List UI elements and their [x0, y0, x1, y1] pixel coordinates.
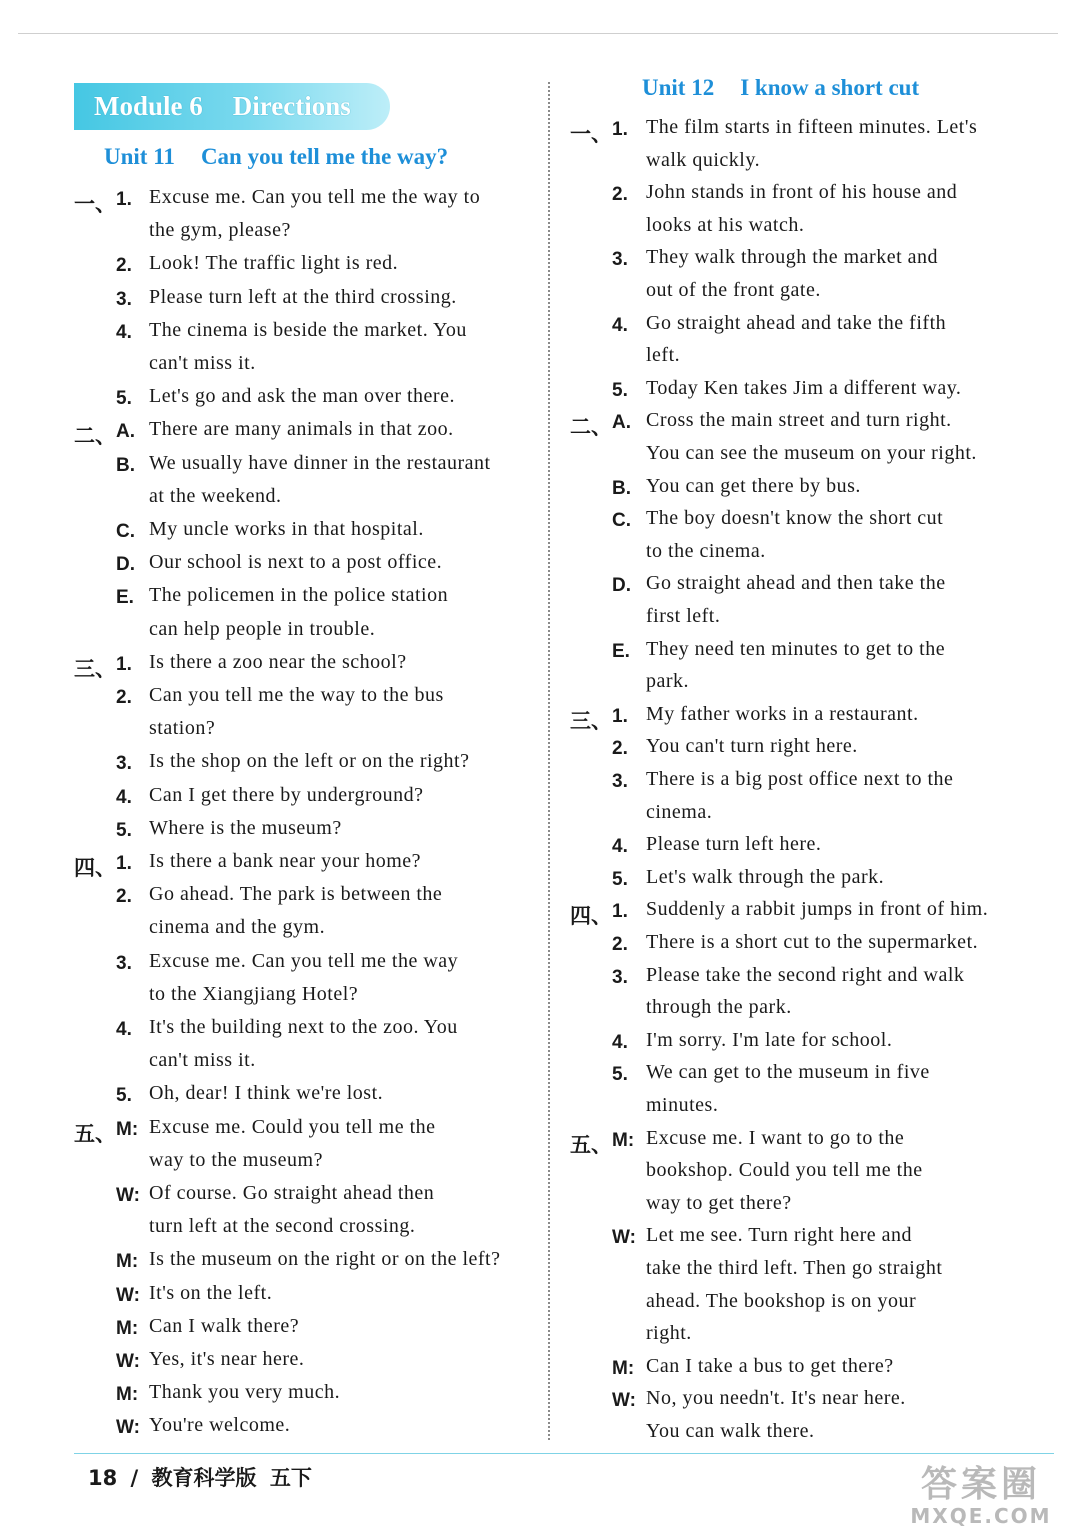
- item-label: M:: [116, 1384, 139, 1406]
- answer-line: Let's go and ask the man over there.: [149, 385, 455, 408]
- item-label: D.: [612, 575, 631, 597]
- unit-name: Can you tell me the way?: [200, 144, 449, 169]
- answer-line: They walk through the market and: [646, 246, 939, 269]
- item-label: 3.: [612, 771, 628, 792]
- answer-line: Is the museum on the right or on the left?: [149, 1248, 501, 1271]
- item-label: 4.: [612, 1031, 628, 1053]
- answer-line: The policemen in the police station: [149, 584, 449, 607]
- section-mark: 五、: [570, 1132, 612, 1157]
- answer-line: looks at his watch.: [646, 213, 805, 236]
- item-label: 3.: [116, 288, 132, 310]
- item-label: 2.: [612, 934, 628, 955]
- unit-name: I know a short cut: [740, 75, 920, 100]
- answer-line: Can you tell me the way to the bus: [149, 684, 444, 706]
- answer-line: You can see the museum on your right.: [646, 442, 977, 464]
- item-label: 5.: [612, 868, 628, 890]
- item-label: M:: [116, 1317, 139, 1339]
- answer-line: I'm sorry. I'm late for school.: [646, 1028, 893, 1051]
- item-label: 2.: [116, 886, 132, 908]
- item-label: W:: [116, 1284, 140, 1306]
- answer-line: No, you needn't. It's near here.: [646, 1387, 906, 1410]
- item-label: 3.: [612, 249, 628, 271]
- answer-line: There is a big post office next to the: [646, 768, 954, 790]
- watermark-top: 答案圈: [920, 1464, 1041, 1505]
- answer-line: We can get to the museum in five: [646, 1061, 930, 1084]
- item-label: D.: [116, 554, 135, 576]
- answer-line: take the third left. Then go straight: [646, 1257, 943, 1279]
- answer-line: minutes.: [646, 1094, 719, 1116]
- answer-line: You're welcome.: [149, 1414, 291, 1437]
- answer-line: Please turn left at the third crossing.: [149, 285, 457, 308]
- answer-line: the gym, please?: [149, 219, 291, 242]
- item-label: 5.: [612, 1064, 628, 1086]
- answer-line: You can't turn right here.: [646, 735, 858, 758]
- watermark-bottom: MXQE.COM: [910, 1504, 1052, 1528]
- answer-line: There are many animals in that zoo.: [149, 418, 454, 441]
- module-title: Directions: [232, 91, 351, 121]
- section-mark: 一、: [74, 192, 116, 216]
- item-label: C.: [116, 521, 135, 542]
- answer-line: Excuse me. Could you tell me the: [149, 1115, 436, 1138]
- answer-line: Today Ken takes Jim a different way.: [646, 376, 962, 399]
- answer-line: through the park.: [646, 996, 792, 1019]
- item-label: 4.: [116, 321, 132, 343]
- page-footer: [88, 1462, 318, 1492]
- watermark-logo: [898, 1465, 1064, 1529]
- answer-line: You can get there by bus.: [646, 474, 861, 497]
- answer-line: Go ahead. The park is between the: [149, 883, 443, 906]
- item-label: 5.: [116, 1085, 132, 1107]
- item-label: 1.: [612, 901, 628, 923]
- item-label: 5.: [116, 819, 132, 841]
- footer-rule: [74, 1453, 1054, 1454]
- answer-line: to the cinema.: [646, 539, 766, 562]
- answer-line: Of course. Go straight ahead then: [149, 1182, 435, 1204]
- answer-line: It's the building next to the zoo. You: [149, 1016, 458, 1038]
- answer-line: Suddenly a rabbit jumps in front of him.: [646, 898, 989, 921]
- item-label: 4.: [612, 314, 628, 336]
- section-mark: 三、: [74, 656, 116, 681]
- answer-line: Thank you very much.: [149, 1381, 341, 1404]
- unit-number: Unit 11: [104, 144, 175, 169]
- answer-line: My father works in a restaurant.: [646, 702, 919, 725]
- item-label: 3.: [116, 952, 132, 974]
- answer-line: It's on the left.: [149, 1281, 273, 1304]
- answer-line: station?: [149, 717, 216, 740]
- answer-line: Please take the second right and walk: [646, 963, 965, 986]
- answer-line: way to get there?: [646, 1191, 792, 1214]
- answer-line: Can I get there by underground?: [149, 783, 424, 806]
- right-answer-column: [570, 0, 1040, 1450]
- item-label: 1.: [116, 853, 132, 874]
- answer-line: can help people in trouble.: [149, 617, 376, 640]
- item-label: 2.: [612, 738, 628, 760]
- answer-line: Let's walk through the park.: [646, 865, 885, 888]
- answer-line: Go straight ahead and take the fifth: [646, 311, 947, 334]
- item-label: B.: [116, 454, 135, 476]
- item-label: A.: [116, 421, 135, 443]
- item-label: W:: [612, 1390, 636, 1412]
- item-label: 2.: [116, 255, 132, 277]
- module-number: Module 6: [94, 91, 203, 121]
- item-label: 1.: [116, 189, 132, 210]
- answer-line: The cinema is beside the market. You: [149, 318, 467, 341]
- answer-line: first left.: [646, 605, 721, 627]
- item-label: W:: [116, 1185, 140, 1206]
- section-mark: 一、: [570, 122, 612, 146]
- answer-line: right.: [646, 1322, 692, 1345]
- item-label: M:: [612, 1357, 635, 1379]
- item-label: A.: [612, 412, 631, 434]
- item-label: 3.: [116, 753, 132, 775]
- item-label: 1.: [116, 653, 132, 675]
- answer-line: The boy doesn't know the short cut: [646, 507, 944, 530]
- answer-line: Is there a zoo near the school?: [149, 650, 407, 673]
- page-number: 18: [88, 1466, 118, 1490]
- answer-line: Where is the museum?: [149, 816, 342, 839]
- section-mark: 四、: [74, 856, 116, 880]
- answer-line: Cross the main street and turn right.: [646, 409, 952, 432]
- answer-line: park.: [646, 670, 690, 693]
- item-label: 5.: [116, 388, 132, 410]
- answer-line: Excuse me. Can you tell me the way to: [149, 186, 481, 208]
- answer-line: can't miss it.: [149, 352, 256, 374]
- answer-line: Oh, dear! I think we're lost.: [149, 1082, 384, 1105]
- answer-line: Let me see. Turn right here and: [646, 1224, 912, 1247]
- item-label: 2.: [116, 687, 132, 708]
- item-label: B.: [612, 477, 631, 499]
- item-label: W:: [612, 1227, 636, 1249]
- answer-line: cinema and the gym.: [149, 916, 326, 939]
- answer-line: to the Xiangjiang Hotel?: [149, 982, 359, 1005]
- section-mark: 五、: [74, 1121, 116, 1146]
- item-label: 1.: [612, 119, 628, 140]
- item-label: M:: [116, 1118, 139, 1140]
- answer-line: We usually have dinner in the restaurant: [149, 451, 491, 474]
- footer-slash: /: [130, 1466, 139, 1490]
- answer-line: walk quickly.: [646, 148, 761, 171]
- section-mark: 二、: [570, 415, 612, 440]
- item-label: W:: [116, 1351, 140, 1372]
- answer-line: Can I walk there?: [149, 1314, 300, 1337]
- answer-line: Yes, it's near here.: [149, 1348, 305, 1370]
- unit-number: Unit 12: [642, 75, 715, 100]
- section-mark: 二、: [74, 424, 116, 449]
- item-label: 1.: [612, 705, 628, 727]
- answer-line: Go straight ahead and then take the: [646, 572, 946, 595]
- answer-line: John stands in front of his house and: [646, 181, 958, 204]
- answer-line: You can walk there.: [646, 1420, 815, 1442]
- answer-line: Look! The traffic light is red.: [149, 252, 399, 275]
- answer-line: Can I take a bus to get there?: [646, 1354, 894, 1377]
- section-mark: 四、: [570, 904, 612, 929]
- answer-line: out of the front gate.: [646, 279, 821, 301]
- answer-line: The film starts in fifteen minutes. Let's: [646, 116, 978, 138]
- publisher: 教育科学版: [151, 1466, 257, 1490]
- column-divider: [548, 82, 550, 1440]
- item-label: C.: [612, 510, 631, 532]
- item-label: 4.: [612, 836, 628, 858]
- left-answer-column: [74, 0, 534, 1450]
- answer-line: My uncle works in that hospital.: [149, 518, 424, 540]
- item-label: 2.: [612, 184, 628, 206]
- answer-line: They need ten minutes to get to the: [646, 637, 946, 660]
- answer-line: ahead. The bookshop is on your: [646, 1289, 917, 1312]
- item-label: M:: [116, 1251, 139, 1273]
- item-label: 3.: [612, 966, 628, 988]
- item-label: 4.: [116, 786, 132, 808]
- section-mark: 三、: [570, 708, 612, 733]
- answer-line: Is there a bank near your home?: [149, 850, 422, 872]
- answer-line: Is the shop on the left or on the right?: [149, 750, 470, 773]
- item-label: E.: [612, 640, 630, 662]
- answer-line: at the weekend.: [149, 484, 282, 507]
- answer-line: There is a short cut to the supermarket.: [646, 931, 979, 953]
- item-label: 5.: [612, 379, 628, 401]
- answer-line: turn left at the second crossing.: [149, 1215, 416, 1238]
- answer-line: Excuse me. Can you tell me the way: [149, 949, 459, 972]
- answer-line: can't miss it.: [149, 1049, 256, 1072]
- answer-line: left.: [646, 344, 681, 367]
- item-label: 4.: [116, 1019, 132, 1040]
- answer-line: bookshop. Could you tell me the: [646, 1159, 923, 1182]
- item-label: M:: [612, 1129, 635, 1151]
- grade-label: 五下: [269, 1466, 312, 1490]
- item-label: E.: [116, 587, 134, 609]
- answer-line: Excuse me. I want to go to the: [646, 1126, 905, 1149]
- answer-line: Please turn left here.: [646, 833, 822, 856]
- answer-line: way to the museum?: [149, 1148, 323, 1171]
- answer-line: Our school is next to a post office.: [149, 551, 443, 574]
- answer-line: cinema.: [646, 800, 713, 823]
- item-label: W:: [116, 1417, 140, 1439]
